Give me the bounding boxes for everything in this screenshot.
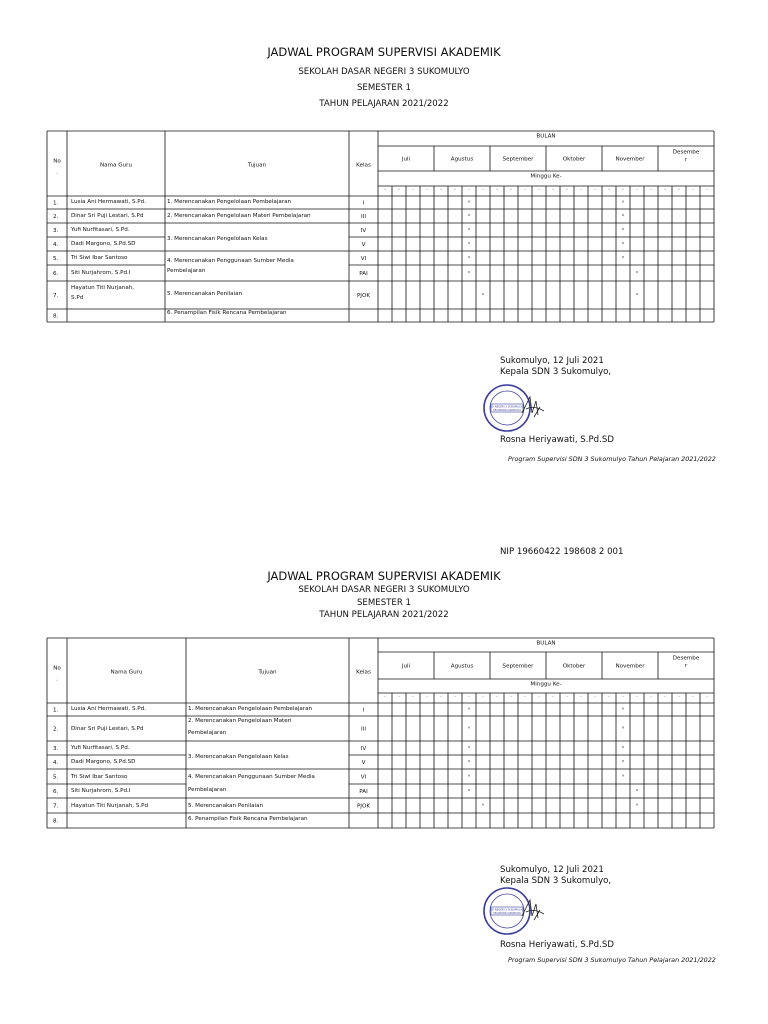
goal-text: 3. Merencanakan Pengelolaan Kelas (188, 754, 289, 760)
schedule-mark: ° (467, 746, 471, 752)
week-tick: · (496, 187, 498, 193)
week-tick: · (706, 187, 708, 193)
week-tick: · (608, 187, 610, 193)
week-tick: · (398, 694, 400, 700)
month-november: November (615, 663, 645, 670)
week-tick: · (678, 694, 680, 700)
goal-text: Pembelajaran (167, 268, 206, 274)
month-september: September (502, 156, 534, 163)
schedule-mark: ° (621, 707, 625, 714)
class-cell: PJOK (356, 293, 371, 299)
schedule-mark: ° (467, 256, 471, 262)
schedule-mark: ° (621, 256, 625, 262)
goal-text: 2. Merencanakan Pengelolaan Materi Pembelajaran (167, 213, 311, 219)
row-number: 2. (53, 726, 59, 733)
row-number: 4. (53, 242, 59, 248)
week-tick: · (398, 187, 400, 193)
teacher-name: Hayatun Titi Nurjanah, S.Pd (71, 803, 149, 809)
header-bulan: BULAN (536, 133, 556, 140)
goal-text: 2. Merencanakan Pengelolaan Materi (188, 718, 292, 724)
row-number: 2. (53, 214, 59, 220)
goal-text: 3. Merencanakan Pengelolaan Kelas (167, 236, 268, 242)
week-tick: · (454, 694, 456, 700)
month-desember: r (684, 157, 688, 163)
week-tick: · (636, 694, 638, 700)
goal-text: 5. Merencanakan Penilaian (188, 803, 264, 809)
class-cell: IV (360, 746, 367, 752)
week-tick: · (580, 187, 582, 193)
row-number: 7. (53, 803, 59, 810)
teacher-name: Lusia Ani Hermawati, S.Pd. (71, 706, 147, 712)
sign-role: Kepala SDN 3 Sukomulyo, (500, 876, 612, 886)
class-cell: I (362, 200, 365, 207)
class-cell: PAI (359, 271, 368, 277)
week-tick: · (384, 187, 386, 193)
week-tick: · (552, 694, 554, 700)
schedule-mark: ° (621, 746, 625, 752)
goal-text: 4. Merencanakan Penggunaan Sumber Media (188, 774, 315, 780)
class-cell: PAI (359, 789, 368, 795)
schedule-mark: ° (467, 707, 471, 714)
week-tick: · (622, 694, 624, 700)
month-desember: Desembe (672, 149, 700, 156)
week-tick: · (664, 187, 666, 193)
week-tick: · (468, 187, 470, 193)
academic-year: TAHUN PELAJARAN 2021/2022 (319, 99, 449, 109)
signature-scribble (522, 900, 544, 920)
sign-place-date: Sukomulyo, 12 Juli 2021 (500, 865, 604, 875)
month-agustus: Agustus (450, 156, 474, 163)
academic-year: TAHUN PELAJARAN 2021/2022 (319, 610, 449, 620)
row-number: 6. (53, 789, 59, 795)
week-tick: · (692, 187, 694, 193)
row-number: 1. (53, 200, 59, 207)
teacher-name: Yufi Nurfitasari, S.Pd. (71, 745, 130, 751)
nip-number: NIP 19660422 198608 2 001 (500, 547, 624, 557)
schedule-mark: ° (467, 789, 471, 795)
seal-subtext: KECAMATAN SUKOMULYO (493, 409, 521, 412)
week-tick: · (426, 187, 428, 193)
week-tick: · (510, 694, 512, 700)
month-desember: r (684, 663, 688, 669)
teacher-name: Dadi Margono, S.Pd.SD (71, 759, 136, 765)
teacher-name: Hayatun Titi Nurjanah, (71, 285, 135, 291)
schedule-mark: ° (467, 242, 471, 248)
row-number: 5. (53, 256, 59, 262)
class-cell: VI (360, 256, 367, 262)
week-tick: · (482, 694, 484, 700)
semester-label: SEMESTER 1 (356, 598, 412, 608)
schedule-mark: ° (481, 293, 485, 299)
teacher-name: Lusia Ani Hermawati, S.Pd. (71, 199, 147, 205)
schedule-mark: ° (621, 200, 625, 207)
week-tick: · (706, 694, 708, 700)
seal-text: SD NEGERI 3 SUKOMULYO (490, 908, 524, 912)
week-tick: · (608, 694, 610, 700)
month-oktober: Oktober (562, 156, 586, 163)
footer-note: Program Supervisi SDN 3 Sukomulyo Tahun Pelajaran 2021/2022 (508, 455, 716, 463)
goal-text: 1. Merencanakan Pengelolaan Pembelajaran (188, 706, 313, 712)
row-number: 5. (53, 774, 59, 781)
week-tick: · (524, 694, 526, 700)
class-cell: V (361, 242, 366, 248)
week-tick: · (426, 694, 428, 700)
header-no-dot: . (56, 169, 58, 176)
semester-label: SEMESTER 1 (356, 83, 412, 93)
week-tick: · (552, 187, 554, 193)
header-tujuan: Tujuan (247, 162, 267, 169)
schedule-mark: ° (481, 803, 485, 810)
row-number: 7. (53, 293, 59, 299)
week-tick: · (440, 187, 442, 193)
week-tick: · (622, 187, 624, 193)
schedule-mark: ° (467, 271, 471, 277)
class-cell: VI (360, 774, 367, 781)
schedule-mark: ° (467, 214, 471, 220)
week-tick: · (566, 187, 568, 193)
class-cell: III (361, 726, 366, 733)
schedule-mark: ° (621, 228, 625, 234)
header-kelas: Kelas (356, 669, 371, 676)
week-tick: · (678, 187, 680, 193)
schedule-mark: ° (467, 200, 471, 207)
week-tick: · (692, 694, 694, 700)
schedule-mark: ° (635, 271, 639, 277)
week-tick: · (482, 187, 484, 193)
schedule-mark: ° (635, 789, 639, 795)
schedule-mark: ° (621, 774, 625, 781)
schedule-mark: ° (467, 726, 471, 733)
footer-note: Program Supervisi SDN 3 Sukomulyo Tahun Pelajaran 2021/2022 (508, 956, 716, 964)
class-cell: PJOK (356, 803, 371, 810)
teacher-name: Dinar Sri Puji Lestari, S.Pd (71, 213, 144, 219)
class-cell: III (361, 214, 366, 220)
sign-place-date: Sukomulyo, 12 Juli 2021 (500, 356, 604, 366)
week-tick: · (496, 694, 498, 700)
week-tick: · (636, 187, 638, 193)
header-minggu: Minggu Ke- (530, 681, 562, 688)
row-number: 1. (53, 707, 59, 714)
school-seal-stamp (482, 886, 552, 938)
month-agustus: Agustus (450, 663, 474, 670)
class-cell: V (361, 760, 366, 766)
header-no: No (53, 158, 61, 165)
week-tick: · (454, 187, 456, 193)
schedule-mark: ° (621, 242, 625, 248)
schedule-mark: ° (467, 774, 471, 781)
week-tick: · (384, 694, 386, 700)
row-number: 3. (53, 228, 59, 234)
row-number: 8. (53, 313, 59, 320)
week-tick: · (594, 187, 596, 193)
month-juli: Juli (401, 663, 411, 670)
teacher-name: Siti Nurjahrom, S.Pd.I (71, 270, 131, 276)
month-juli: Juli (401, 156, 411, 163)
goal-text: 6. Penampilan Fisik Rencana Pembelajaran (167, 310, 287, 316)
week-tick: · (524, 187, 526, 193)
week-tick: · (412, 187, 414, 193)
header-minggu: Minggu Ke- (530, 173, 562, 180)
teacher-name: S.Pd (71, 295, 84, 301)
teacher-name: Tri Siwi Ibar Santoso (71, 774, 128, 780)
week-tick: · (566, 694, 568, 700)
month-oktober: Oktober (562, 663, 586, 670)
teacher-name: Yufi Nurfitasari, S.Pd. (71, 227, 130, 233)
month-desember: Desembe (672, 655, 700, 662)
teacher-name: Siti Nurjahrom, S.Pd.I (71, 788, 131, 794)
sign-role: Kepala SDN 3 Sukomulyo, (500, 367, 612, 377)
schedule-mark: ° (621, 214, 625, 220)
schedule-mark: ° (621, 760, 625, 766)
week-tick: · (440, 694, 442, 700)
week-tick: · (650, 187, 652, 193)
goal-text: 1. Merencanakan Pengelolaan Pembelajaran (167, 199, 292, 205)
header-bulan: BULAN (536, 640, 556, 647)
school-name: SEKOLAH DASAR NEGERI 3 SUKOMULYO (298, 67, 470, 77)
goal-text: Pembelajaran (188, 730, 227, 736)
schedule-mark: ° (635, 293, 639, 299)
sign-name: Rosna Heriyawati, S.Pd.SD (500, 940, 614, 950)
class-cell: IV (360, 228, 367, 234)
schedule-mark: ° (635, 803, 639, 810)
week-tick: · (510, 187, 512, 193)
teacher-name: Dinar Sri Puji Lestari, S.Pd (71, 726, 144, 732)
row-number: 8. (53, 818, 59, 825)
week-tick: · (468, 694, 470, 700)
document-title: JADWAL PROGRAM SUPERVISI AKADEMIK (267, 45, 501, 59)
month-november: November (615, 156, 645, 163)
seal-subtext: KECAMATAN SUKOMULYO (493, 912, 521, 915)
goal-text: 5. Merencanakan Penilaian (167, 291, 243, 297)
teacher-name: Tri Siwi Ibar Santoso (71, 255, 128, 261)
week-tick: · (580, 694, 582, 700)
row-number: 6. (53, 271, 59, 277)
goal-text: 4. Merencanakan Penggunaan Sumber Media (167, 258, 294, 264)
week-tick: · (664, 694, 666, 700)
header-no-dot: . (56, 676, 58, 683)
sign-name: Rosna Heriyawati, S.Pd.SD (500, 435, 614, 445)
header-nama-guru: Nama Guru (110, 669, 143, 676)
week-tick: · (650, 694, 652, 700)
header-kelas: Kelas (356, 162, 371, 169)
goal-text: Pembelajaran (188, 787, 227, 793)
week-tick: · (538, 187, 540, 193)
schedule-mark: ° (621, 726, 625, 733)
document-title: JADWAL PROGRAM SUPERVISI AKADEMIK (267, 569, 501, 583)
week-tick: · (538, 694, 540, 700)
schedule-mark: ° (467, 760, 471, 766)
schedule-mark: ° (467, 228, 471, 234)
row-number: 4. (53, 760, 59, 766)
goal-text: 6. Penampilan Fisik Rencana Pembelajaran (188, 816, 308, 822)
month-september: September (502, 663, 534, 670)
week-tick: · (412, 694, 414, 700)
week-tick: · (594, 694, 596, 700)
school-name: SEKOLAH DASAR NEGERI 3 SUKOMULYO (298, 585, 470, 595)
seal-text: SD NEGERI 3 SUKOMULYO (490, 405, 524, 409)
header-tujuan: Tujuan (258, 669, 277, 676)
header-no: No (53, 665, 61, 672)
teacher-name: Dadi Margono, S.Pd.SD (71, 241, 136, 247)
class-cell: I (362, 707, 365, 714)
header-nama-guru: Nama Guru (100, 162, 132, 169)
row-number: 3. (53, 746, 59, 752)
